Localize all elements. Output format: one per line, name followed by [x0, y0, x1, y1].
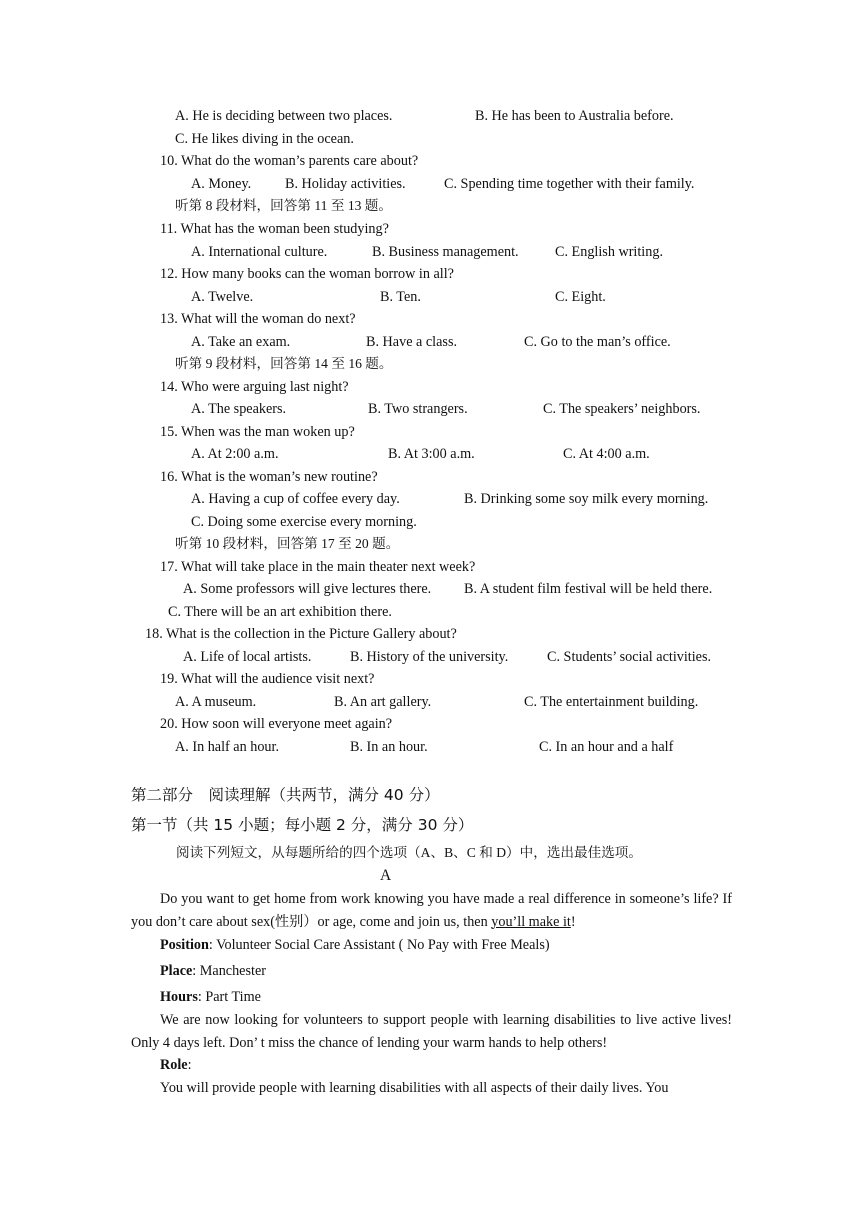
underlined-phrase: you’ll make it — [491, 913, 571, 930]
question-11: 11. What has the woman been studying? — [160, 221, 389, 237]
q18-option-c: C. Students’ social activities. — [547, 649, 712, 665]
q16-option-a: A. Having a cup of coffee every day. — [191, 491, 400, 507]
hours-value: : Part Time — [197, 989, 261, 1005]
hours-line — [160, 988, 261, 1006]
q11-option-b: B. Business management. — [372, 244, 519, 260]
q10-option-a: A. Money. — [191, 176, 252, 192]
q13-option-a: A. Take an exam. — [191, 334, 291, 350]
role-colon: : — [187, 1057, 192, 1073]
q16-option-c: C. Doing some exercise every morning. — [191, 514, 417, 530]
q18-option-b: B. History of the university. — [350, 649, 509, 665]
q15-option-b: B. At 3:00 a.m. — [388, 446, 475, 462]
q18-option-a: A. Life of local artists. — [183, 649, 312, 665]
position-label: Position — [160, 937, 209, 953]
passage-letter: A — [380, 867, 392, 884]
passage-intro-text: Do you want to get home from work knowing you have made a real difference in someone’s life? If you don’t care about sex(性别）or age, come and join us, then — [131, 891, 732, 930]
q14-option-c: C. The speakers’ neighbors. — [543, 401, 701, 417]
role-label: Role — [160, 1057, 188, 1073]
reading-instruction: 阅读下列短文，从每题所给的四个选项（A、B、C 和 D）中，选出最佳选项。 — [176, 845, 642, 860]
q13-option-c: C. Go to the man’s office. — [524, 334, 671, 350]
paragraph-2-text: We are now looking for volunteers to support people with learning disabilities to live active lives! Only 4 days left. Don’ t miss the chance of lending your warm hands to help others! — [131, 1012, 732, 1051]
role-line — [160, 1056, 192, 1074]
question-16: 16. What is the woman’s new routine? — [160, 469, 378, 485]
section-one-title: 第一节（共 15 小题；每小题 2 分，满分 30 分） — [131, 816, 474, 834]
passage-intro — [131, 888, 732, 933]
part-two-title: 第二部分 阅读理解（共两节，满分 40 分） — [131, 786, 440, 804]
q12-option-b: B. Ten. — [380, 289, 421, 305]
q20-option-c: C. In an hour and a half — [539, 739, 674, 755]
q15-option-a: A. At 2:00 a.m. — [191, 446, 279, 462]
question-13: 13. What will the woman do next? — [160, 311, 356, 327]
hours-label: Hours — [160, 989, 198, 1005]
q9-option-a: A. He is deciding between two places. — [175, 108, 393, 124]
q12-option-c: C. Eight. — [555, 289, 606, 305]
question-20: 20. How soon will everyone meet again? — [160, 716, 393, 732]
question-15: 15. When was the man woken up? — [160, 424, 355, 440]
question-19: 19. What will the audience visit next? — [160, 671, 375, 687]
passage-paragraph-3 — [131, 1077, 732, 1100]
position-line — [160, 936, 550, 954]
q19-option-b: B. An art gallery. — [334, 694, 432, 710]
place-value: : Manchester — [192, 963, 266, 979]
q9-option-c: C. He likes diving in the ocean. — [175, 131, 354, 147]
question-17: 17. What will take place in the main theater next week? — [160, 559, 476, 575]
q14-option-a: A. The speakers. — [191, 401, 287, 417]
place-line — [160, 962, 266, 980]
q10-option-b: B. Holiday activities. — [285, 176, 406, 192]
question-12: 12. How many books can the woman borrow in all? — [160, 266, 454, 282]
position-value: : Volunteer Social Care Assistant ( No Pay with Free Meals) — [208, 937, 550, 953]
listening-note-8: 听第 8 段材料，回答第 11 至 13 题。 — [175, 198, 392, 213]
listening-note-9: 听第 9 段材料，回答第 14 至 16 题。 — [175, 356, 393, 371]
q17-option-c: C. There will be an art exhibition there. — [168, 604, 392, 620]
q19-option-c: C. The entertainment building. — [524, 694, 699, 710]
q15-option-c: C. At 4:00 a.m. — [563, 446, 650, 462]
q11-option-c: C. English writing. — [555, 244, 663, 260]
q14-option-b: B. Two strangers. — [368, 401, 468, 417]
listening-note-10: 听第 10 段材料，回答第 17 至 20 题。 — [175, 536, 400, 551]
q19-option-a: A. A museum. — [175, 694, 257, 710]
question-10: 10. What do the woman’s parents care about? — [160, 153, 419, 169]
q17-option-b: B. A student film festival will be held there. — [464, 581, 713, 597]
place-label: Place — [160, 963, 193, 979]
q11-option-a: A. International culture. — [191, 244, 328, 260]
passage-intro-end: ! — [570, 913, 576, 930]
q16-option-b: B. Drinking some soy milk every morning. — [464, 491, 709, 507]
question-14: 14. Who were arguing last night? — [160, 379, 349, 395]
q20-option-a: A. In half an hour. — [175, 739, 280, 755]
paragraph-3-text: You will provide people with learning disabilities with all aspects of their daily lives. You — [160, 1080, 669, 1096]
q10-option-c: C. Spending time together with their family. — [444, 176, 695, 192]
q13-option-b: B. Have a class. — [366, 334, 458, 350]
q12-option-a: A. Twelve. — [191, 289, 254, 305]
q20-option-b: B. In an hour. — [350, 739, 428, 755]
q9-option-b: B. He has been to Australia before. — [475, 108, 674, 124]
passage-paragraph-2 — [131, 1009, 732, 1054]
question-18: 18. What is the collection in the Picture Gallery about? — [145, 626, 457, 642]
q17-option-a: A. Some professors will give lectures there. — [183, 581, 432, 597]
